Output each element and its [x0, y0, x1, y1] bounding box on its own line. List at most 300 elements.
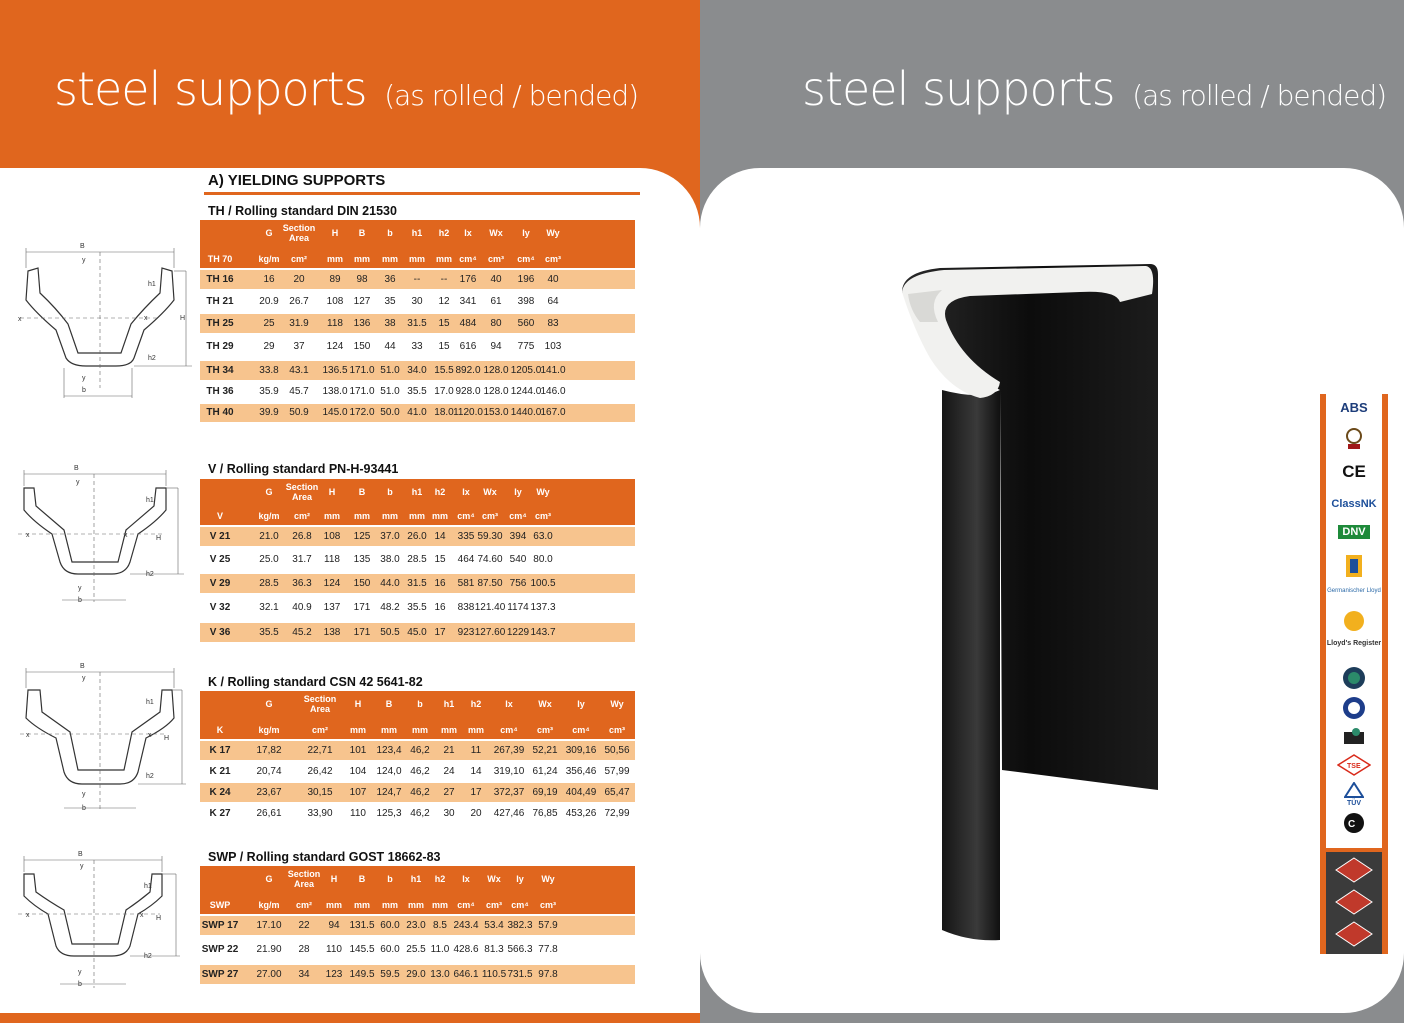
- table-row: [200, 548, 635, 572]
- table-cell: 171.0: [349, 364, 375, 376]
- svg-text:x: x: [26, 912, 30, 919]
- table-cell: 335: [457, 530, 475, 542]
- table-cell: 11: [470, 744, 482, 756]
- table-cell: 51.0: [380, 364, 400, 376]
- column-unit: cm²: [295, 900, 313, 910]
- table-cell: 15: [438, 341, 450, 352]
- table-cell: 136.5: [322, 364, 348, 376]
- column-unit: cm⁴: [517, 254, 535, 264]
- row-name-cell: V 21: [209, 530, 231, 542]
- column-unit: mm: [353, 900, 371, 910]
- column-header: B: [358, 228, 366, 238]
- table-cell: 87.50: [477, 577, 503, 589]
- table-cell: 51.0: [380, 386, 400, 397]
- table-cell: 22,71: [307, 744, 333, 756]
- column-header: b: [387, 487, 393, 497]
- table-row: [200, 361, 635, 380]
- table-row: [200, 965, 635, 984]
- svg-text:b: b: [78, 597, 82, 604]
- table-cell: 15: [434, 554, 446, 565]
- table-cell: 40: [547, 273, 559, 285]
- table-cell: 59.30: [477, 530, 503, 542]
- row-name-cell: K 17: [209, 744, 231, 756]
- column-unit: kg/m: [258, 511, 280, 521]
- table-cell: 20: [470, 807, 482, 819]
- table-cell: 33: [411, 341, 423, 352]
- table-cell: 176: [459, 273, 477, 285]
- table-row: [200, 741, 635, 760]
- svg-text:b: b: [78, 981, 82, 988]
- column-header: Wy: [541, 874, 555, 884]
- svg-text:b: b: [82, 805, 86, 812]
- table-cell: 484: [459, 317, 477, 329]
- column-header: h1: [411, 487, 423, 497]
- table-cell: 29: [263, 341, 275, 352]
- table-cell: 43.1: [289, 364, 309, 376]
- table-cell: 124: [326, 341, 344, 352]
- table-cell: 38: [384, 317, 396, 329]
- table-cell: 172.0: [349, 407, 375, 418]
- table-cell: 118: [327, 317, 343, 329]
- column-unit: mm: [431, 900, 449, 910]
- column-header: B: [385, 699, 393, 709]
- column-header: Ix: [462, 487, 470, 497]
- table-cell: 146.0: [540, 386, 566, 397]
- column-header: Wx: [489, 228, 503, 238]
- table-row: [200, 916, 635, 935]
- column-unit: cm²: [290, 254, 308, 264]
- column-unit: cm⁴: [459, 254, 477, 264]
- column-header: Wy: [610, 699, 624, 709]
- column-header: h2: [470, 699, 482, 709]
- table-cell: 14: [434, 530, 446, 542]
- table-cell: 16: [263, 273, 275, 285]
- table-cell: 128.0: [483, 364, 509, 376]
- table-title: K / Rolling standard CSN 42 5641-82: [208, 675, 423, 689]
- column-header: Iy: [522, 228, 530, 238]
- table-cell: 50,56: [604, 744, 630, 756]
- table-cell: 35.5: [407, 602, 427, 613]
- table-cell: 110: [326, 944, 342, 955]
- table-cell: --: [413, 273, 421, 285]
- table-cell: 57,99: [604, 765, 630, 777]
- table-cell: 76,85: [532, 807, 558, 819]
- column-unit: cm⁴: [500, 725, 518, 735]
- column-header: h2: [438, 228, 450, 238]
- table-cell: 123,4: [376, 744, 402, 756]
- table-cell: 427,46: [493, 807, 525, 819]
- round-seal-icon-1: [1326, 666, 1382, 693]
- swp-profile-drawing: [16, 848, 196, 993]
- table-cell: 29.0: [406, 968, 426, 980]
- column-header: H: [330, 874, 338, 884]
- table-cell: 98: [356, 273, 368, 285]
- table-cell: 135: [353, 554, 371, 565]
- row-name-cell: V 32: [209, 602, 231, 613]
- table-cell: 17,82: [256, 744, 282, 756]
- table-cell: 44.0: [380, 577, 400, 589]
- table-cell: 17: [470, 786, 482, 798]
- column-header: G: [265, 699, 273, 709]
- column-header: Wx: [538, 699, 552, 709]
- table-cell: 17.10: [256, 919, 282, 931]
- table-cell: 50.5: [380, 626, 400, 638]
- table-cell: 453,26: [565, 807, 597, 819]
- column-unit: mm: [349, 725, 367, 735]
- v-profile-drawing: [16, 462, 196, 607]
- table-cell: 892.0: [455, 364, 481, 376]
- table-cell: 928.0: [455, 386, 481, 397]
- column-unit: cm²: [293, 511, 311, 521]
- table-cell: 65,47: [604, 786, 630, 798]
- table-cell: 150: [353, 341, 371, 352]
- table-cell: 104: [349, 765, 367, 777]
- column-header: H: [328, 487, 336, 497]
- column-unit: cm³: [539, 900, 557, 910]
- column-header: b: [417, 699, 423, 709]
- column-unit: mm: [431, 511, 449, 521]
- column-header: Wx: [487, 874, 501, 884]
- table-cell: 38.0: [380, 554, 400, 565]
- table-cell: 171.0: [349, 386, 375, 397]
- column-header-name: V: [216, 511, 224, 521]
- column-unit: mm: [440, 725, 458, 735]
- table-cell: 145.0: [322, 407, 348, 418]
- table-row: [200, 527, 635, 546]
- table-cell: 125: [353, 530, 371, 542]
- right-banner-title: steel supports (as rolled / bended): [802, 62, 1387, 116]
- table-cell: 464: [457, 554, 475, 565]
- table-cell: 60.0: [380, 944, 400, 955]
- table-cell: 37.0: [380, 530, 400, 542]
- table-cell: 101: [349, 744, 367, 756]
- left-banner-title: steel supports (as rolled / bended): [54, 62, 639, 116]
- section-title: A) YIELDING SUPPORTS: [208, 172, 386, 189]
- table-cell: 50.0: [380, 407, 400, 418]
- table-cell: 20: [293, 273, 305, 285]
- bureau-veritas-icon: [1326, 428, 1382, 453]
- table-cell: 15: [438, 317, 450, 329]
- row-name-cell: K 24: [209, 786, 231, 798]
- table-cell: 50.9: [289, 407, 309, 418]
- table-cell: 646.1: [453, 968, 479, 980]
- table-cell: 35: [384, 295, 396, 307]
- column-unit: cm⁴: [509, 511, 527, 521]
- certification-logos: [1326, 394, 1382, 848]
- table-cell: 125,3: [376, 807, 402, 819]
- tuv-logo: TÜV: [1326, 782, 1382, 807]
- svg-text:B: B: [80, 663, 85, 670]
- table-cell: 64: [547, 295, 559, 307]
- column-header: H: [331, 228, 339, 238]
- table-cell: 36.3: [292, 577, 312, 589]
- germanischer-lloyd-logo: Germanischer Lloyd: [1327, 588, 1381, 594]
- table-cell: 35.5: [407, 386, 427, 397]
- column-unit: cm³: [544, 254, 562, 264]
- svg-text:x: x: [18, 316, 22, 323]
- table-row: [200, 574, 635, 593]
- table-cell: 40: [490, 273, 502, 285]
- svg-text:h2: h2: [148, 355, 156, 362]
- table-cell: 1229: [506, 626, 530, 638]
- table-title: SWP / Rolling standard GOST 18662-83: [208, 850, 441, 864]
- column-header: Section Area: [287, 869, 321, 889]
- column-unit: kg/m: [258, 900, 280, 910]
- column-header: Ix: [462, 874, 470, 884]
- table-cell: 124,7: [376, 786, 402, 798]
- column-header: Wy: [546, 228, 560, 238]
- table-cell: 31.5: [407, 317, 427, 329]
- column-header: Ix: [464, 228, 472, 238]
- column-header: h2: [434, 487, 446, 497]
- svg-text:C: C: [1348, 819, 1356, 830]
- column-header-name: TH 70: [207, 254, 233, 264]
- tse-logo: [1326, 754, 1382, 779]
- table-cell: 35.9: [259, 386, 279, 397]
- table-cell: 100.5: [530, 577, 556, 589]
- column-header: B: [358, 487, 366, 497]
- table-cell: 137: [323, 602, 341, 613]
- table-cell: 394: [509, 530, 527, 542]
- table-cell: 97.8: [538, 968, 558, 980]
- column-header: Ix: [505, 699, 513, 709]
- svg-text:h2: h2: [144, 953, 152, 960]
- table-row: [200, 335, 635, 359]
- table-cell: 127.60: [474, 626, 506, 638]
- table-cell: 12: [438, 295, 450, 307]
- row-name-cell: TH 16: [206, 273, 234, 285]
- column-header: h1: [410, 874, 422, 884]
- table-cell: 20.9: [259, 295, 279, 307]
- row-name-cell: TH 40: [206, 407, 234, 418]
- column-header: h1: [411, 228, 423, 238]
- table-cell: 108: [326, 295, 344, 307]
- svg-text:x: x: [148, 732, 152, 739]
- column-header: Section Area: [282, 223, 316, 243]
- table-cell: 33.8: [259, 364, 279, 376]
- table-cell: 16: [434, 602, 446, 613]
- table-cell: 398: [517, 295, 535, 307]
- table-cell: 26,61: [256, 807, 282, 819]
- table-cell: 40.9: [292, 602, 312, 613]
- table-cell: 196: [517, 273, 535, 285]
- column-unit: kg/m: [258, 725, 280, 735]
- svg-text:TSE: TSE: [1347, 763, 1361, 770]
- column-unit: mm: [325, 900, 343, 910]
- table-cell: 77.8: [538, 944, 558, 955]
- table-cell: 138.0: [322, 386, 348, 397]
- table-cell: 382.3: [507, 919, 533, 931]
- svg-text:h1: h1: [146, 699, 154, 706]
- table-cell: 94: [328, 919, 340, 931]
- column-unit: cm³: [608, 725, 626, 735]
- column-header: h2: [434, 874, 446, 884]
- table-cell: 27: [443, 786, 455, 798]
- column-header: b: [387, 228, 393, 238]
- row-name-cell: SWP 22: [201, 944, 239, 955]
- column-header: B: [358, 874, 366, 884]
- table-cell: 46,2: [410, 765, 430, 777]
- table-cell: 28.5: [407, 554, 427, 565]
- table-cell: 341: [459, 295, 477, 307]
- svg-text:h1: h1: [144, 883, 152, 890]
- table-cell: 74.60: [477, 554, 503, 565]
- column-unit: cm³: [536, 725, 554, 735]
- table-cell: 118: [324, 554, 340, 565]
- table-cell: 41.0: [407, 407, 427, 418]
- table-cell: 60.0: [380, 919, 400, 931]
- table-cell: 69,19: [532, 786, 558, 798]
- column-unit: cm⁴: [457, 900, 475, 910]
- table-cell: 83: [547, 317, 559, 329]
- table-cell: 28.5: [259, 577, 279, 589]
- table-cell: 923: [457, 626, 475, 638]
- column-header: H: [354, 699, 362, 709]
- table-cell: 20,74: [256, 765, 282, 777]
- table-row: [200, 937, 635, 963]
- svg-text:y: y: [82, 257, 86, 264]
- svg-text:h2: h2: [146, 773, 154, 780]
- row-name-cell: K 21: [209, 765, 231, 777]
- table-row: [200, 404, 635, 422]
- table-cell: 171: [353, 626, 371, 638]
- table-cell: 46,2: [410, 807, 430, 819]
- table-cell: 39.9: [259, 407, 279, 418]
- column-unit: mm: [408, 254, 426, 264]
- table-row: [200, 804, 635, 823]
- table-cell: 404,49: [565, 786, 597, 798]
- table-cell: 33,90: [307, 807, 333, 819]
- rina-icon: [1326, 554, 1382, 581]
- table-cell: 566.3: [507, 944, 533, 955]
- table-cell: 80: [490, 317, 502, 329]
- table-header: [200, 220, 635, 268]
- table-cell: 30: [411, 295, 423, 307]
- table-cell: 110.5: [481, 968, 507, 980]
- table-cell: 145.5: [349, 944, 375, 955]
- spec-table: [200, 220, 635, 422]
- table-cell: 22: [298, 919, 310, 931]
- th-profile-drawing: [16, 238, 196, 403]
- table-cell: 25: [263, 317, 275, 329]
- table-cell: 61: [490, 295, 502, 307]
- table-cell: 428.6: [453, 944, 479, 955]
- table-row: [200, 314, 635, 333]
- table-cell: 124,0: [376, 765, 402, 777]
- table-cell: 103: [544, 341, 562, 352]
- column-header: Wy: [536, 487, 550, 497]
- column-unit: mm: [411, 725, 429, 735]
- table-cell: 26.0: [407, 530, 427, 542]
- table-cell: 46,2: [410, 786, 430, 798]
- iso-badges: [1326, 852, 1382, 954]
- table-cell: 61,24: [532, 765, 558, 777]
- column-unit: mm: [381, 254, 399, 264]
- table-cell: 45.7: [289, 386, 309, 397]
- table-cell: 16: [434, 577, 446, 589]
- svg-text:y: y: [76, 479, 80, 486]
- column-unit: cm³: [487, 254, 505, 264]
- column-header: Iy: [514, 487, 522, 497]
- column-unit: mm: [353, 511, 371, 521]
- table-cell: 28: [298, 944, 310, 955]
- table-row: [200, 595, 635, 621]
- table-cell: 128.0: [483, 386, 509, 397]
- column-unit: cm⁴: [572, 725, 590, 735]
- table-row: [200, 291, 635, 312]
- column-header: Section Area: [285, 482, 319, 502]
- table-cell: 171: [353, 602, 371, 613]
- table-cell: 63.0: [533, 530, 553, 542]
- gost-icon: [1326, 812, 1382, 837]
- svg-text:x: x: [26, 732, 30, 739]
- row-name-cell: SWP 27: [201, 968, 239, 980]
- table-cell: 167.0: [540, 407, 566, 418]
- gold-seal-icon: [1326, 610, 1382, 635]
- table-cell: 372,37: [493, 786, 525, 798]
- row-name-cell: TH 25: [206, 317, 234, 329]
- table-cell: 23,67: [256, 786, 282, 798]
- table-cell: 137.3: [530, 602, 556, 613]
- table-cell: 32.1: [259, 602, 279, 613]
- certification-strip: [1320, 394, 1388, 954]
- dnv-logo: DNV: [1326, 526, 1382, 538]
- svg-text:B: B: [78, 851, 83, 858]
- table-row: [200, 623, 635, 642]
- table-cell: 48.2: [380, 602, 400, 613]
- table-cell: 540: [509, 554, 527, 565]
- ce-logo: CE: [1342, 462, 1366, 481]
- column-unit: cm⁴: [457, 511, 475, 521]
- column-unit: mm: [435, 254, 453, 264]
- table-title: TH / Rolling standard DIN 21530: [208, 204, 397, 218]
- table-cell: 53.4: [484, 919, 504, 931]
- svg-text:y: y: [78, 585, 82, 592]
- table-cell: 13.0: [430, 968, 450, 980]
- table-cell: 138: [323, 626, 341, 638]
- table-cell: 26.7: [289, 295, 309, 307]
- k-profile-drawing: [16, 660, 196, 815]
- table-title: V / Rolling standard PN-H-93441: [208, 462, 399, 476]
- table-cell: 15.5: [434, 364, 454, 376]
- table-cell: 89: [329, 273, 341, 285]
- table-cell: 124: [323, 577, 341, 589]
- svg-text:H: H: [156, 535, 162, 542]
- table-cell: 560: [517, 317, 535, 329]
- svg-text:H: H: [180, 315, 186, 322]
- svg-text:x: x: [144, 315, 148, 322]
- table-cell: 756: [509, 577, 527, 589]
- column-unit: mm: [408, 511, 426, 521]
- table-cell: 127: [353, 295, 371, 307]
- table-cell: 309,16: [565, 744, 597, 756]
- spec-table: [200, 691, 635, 823]
- table-cell: 107: [349, 786, 367, 798]
- column-unit: mm: [326, 254, 344, 264]
- column-unit: cm⁴: [511, 900, 529, 910]
- table-cell: 26,42: [307, 765, 333, 777]
- svg-text:b: b: [82, 387, 86, 394]
- table-cell: 25.5: [406, 944, 426, 955]
- table-cell: 11.0: [430, 944, 450, 955]
- table-cell: 1440.0: [510, 407, 542, 418]
- svg-text:H: H: [156, 915, 162, 922]
- svg-text:y: y: [80, 863, 84, 870]
- lloyds-register-logo: Lloyd's Register: [1326, 640, 1382, 647]
- table-cell: 267,39: [493, 744, 525, 756]
- spec-table: [200, 479, 635, 642]
- table-cell: 775: [517, 341, 535, 352]
